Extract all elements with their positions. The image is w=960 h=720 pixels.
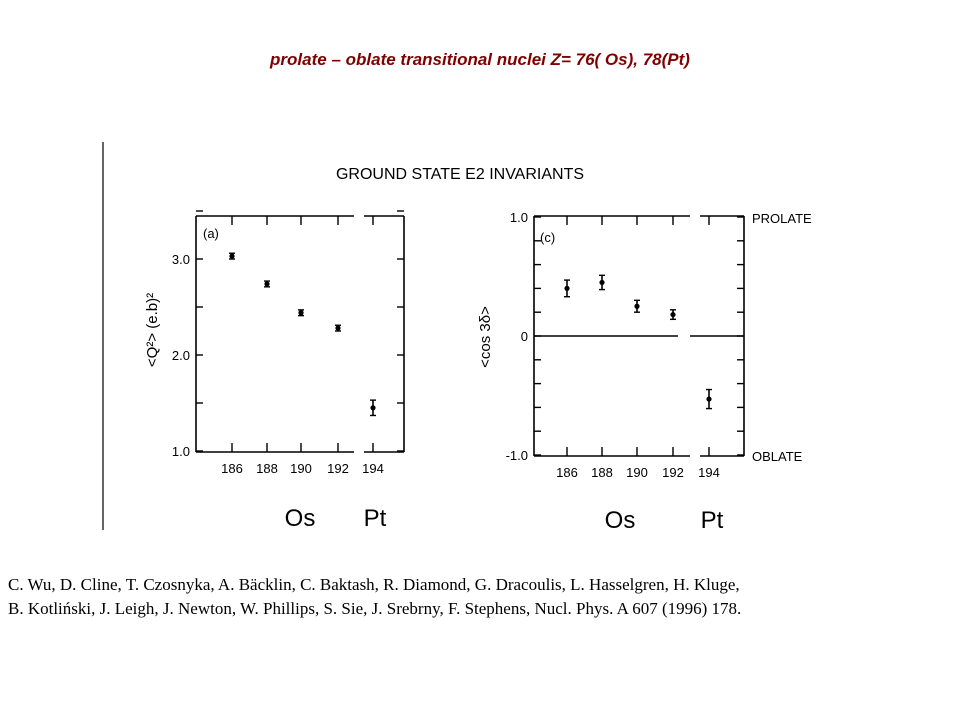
y-tick-label: 3.0 (171, 252, 190, 267)
data-point (264, 281, 269, 286)
panel-a-label: (a) (203, 226, 219, 241)
data-point (706, 396, 711, 401)
os-group-label-c: Os (604, 507, 636, 534)
panel-a (144, 211, 404, 532)
data-point (634, 304, 639, 309)
y-tick-label: 1.0 (171, 444, 190, 459)
x-tick-label: 192 (662, 465, 684, 480)
citation-line-1: C. Wu, D. Cline, T. Czosnyka, A. Bäcklin, C. Baktash, R. Diamond, G. Dracoulis, L. Hasselgren, H. Kluge, (8, 575, 740, 594)
oblate-label: OBLATE (752, 449, 803, 464)
x-tick-label: 190 (290, 461, 312, 476)
data-point (298, 310, 303, 315)
x-tick-label: 186 (556, 465, 578, 480)
prolate-label: PROLATE (752, 211, 812, 226)
pt-group-label-a: Pt (363, 505, 387, 532)
panel-c (477, 210, 812, 534)
panel-a-axes (172, 211, 404, 476)
panel-a-points (229, 253, 376, 415)
data-point (599, 280, 604, 285)
panel-c-axes (506, 210, 744, 480)
x-tick-label: 186 (221, 461, 243, 476)
x-tick-label: 188 (256, 461, 278, 476)
x-tick-label: 190 (626, 465, 648, 480)
data-point (335, 326, 340, 331)
citation-line-2: B. Kotliński, J. Leigh, J. Newton, W. Phillips, S. Sie, J. Srebrny, F. Stephens, Nucl. Phys. A 607 (1996) 178. (8, 599, 742, 618)
data-point (670, 312, 675, 317)
os-group-label-a: Os (284, 505, 316, 532)
x-tick-label: 188 (591, 465, 613, 480)
data-point (370, 405, 375, 410)
data-point (229, 254, 234, 259)
panel-c-label: (c) (540, 230, 556, 245)
y-tick-label: 2.0 (171, 348, 190, 363)
panel-a-ylabel: <Q²> (e.b)² (144, 292, 161, 368)
pt-group-label-c: Pt (700, 507, 724, 534)
y-tick-label: 0 (520, 329, 528, 344)
x-tick-label: 192 (327, 461, 349, 476)
figure-heading: GROUND STATE E2 INVARIANTS (335, 166, 585, 183)
y-tick-label: -1.0 (505, 448, 528, 463)
slide-title: prolate – oblate transitional nuclei Z= 76( Os), 78(Pt) (270, 50, 690, 69)
y-tick-label: 1.0 (509, 210, 528, 225)
panel-c-points (564, 275, 712, 408)
x-tick-label: 194 (362, 461, 384, 476)
data-point (564, 286, 569, 291)
x-tick-label: 194 (698, 465, 720, 480)
panel-c-ylabel: <cos 3δ> (477, 306, 494, 368)
